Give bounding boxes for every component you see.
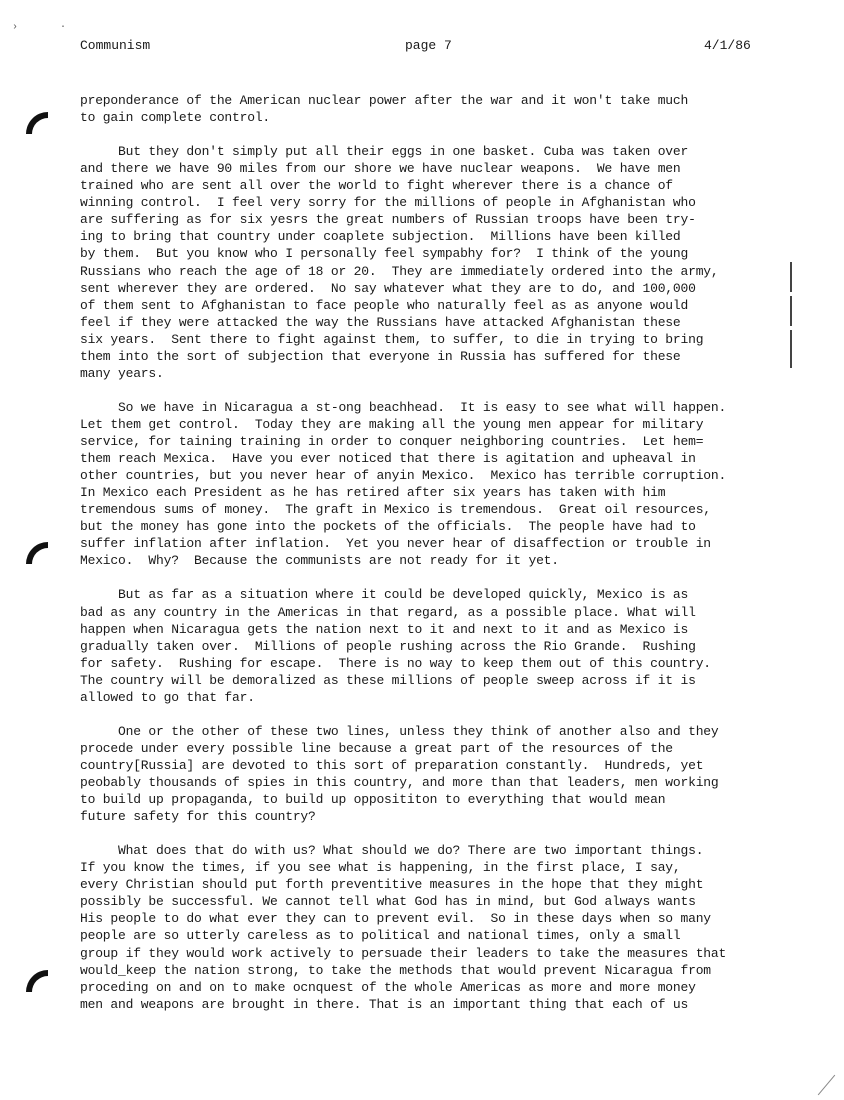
text-line: for safety. Rushing for escape. There is no way to keep them out of this country. — [80, 655, 711, 671]
margin-bar-mark — [790, 296, 792, 326]
text-line: So we have in Nicaragua a st-ong beachhead. It is easy to see what will happen. — [80, 399, 727, 415]
text-line: bad as any country in the Americas in that regard, as a possible place. What will — [80, 604, 696, 620]
text-line: gradually taken over. Millions of people rushing across the Rio Grande. Rushing — [80, 638, 696, 654]
text-line: Russians who reach the age of 18 or 20. They are immediately ordered into the army, — [80, 263, 719, 279]
text-line: but the money has gone into the pockets of the officials. The people have had to — [80, 519, 696, 535]
text-line: Mexico. Why? Because the communists are not ready for it yet. — [80, 553, 559, 569]
text-line: by them. But you know who I personally feel sympabhy for? I think of the young — [80, 246, 689, 262]
text-line: But they don't simply put all their eggs in one basket. Cuba was taken over — [80, 144, 689, 160]
text-line: them reach Mexica. Have you ever noticed that there is agitation and upheaval in — [80, 451, 696, 467]
text-line: preponderance of the American nuclear power after the war and it won't take much — [80, 93, 689, 108]
text-line: allowed to go that far. — [80, 689, 255, 705]
scan-speck-mark: · — [60, 22, 67, 33]
punch-hole-mark — [26, 542, 48, 564]
scan-stroke-mark — [818, 1075, 835, 1096]
text-line: ing to bring that country under coaplete subjection. Millions have been killed — [80, 229, 681, 245]
text-line: In Mexico each President as he has retired after six years has taken with him — [80, 485, 666, 501]
text-line: of them sent to Afghanistan to face people who naturally feel as as anyone would — [80, 297, 689, 313]
punch-hole-mark — [26, 970, 48, 992]
text-line: would_keep the nation strong, to take the methods that would prevent Nicaragua from — [80, 962, 711, 978]
header-page-number: page 7 — [405, 38, 452, 53]
text-line: The country will be demoralized as these millions of people sweep across if it is — [80, 672, 696, 688]
text-line: are suffering as for six yesrs the great numbers of Russian troops have been try- — [80, 212, 696, 228]
text-line: every Christian should put forth preventitive measures in the hope that they might — [80, 877, 704, 893]
scan-speck-mark: › — [12, 22, 19, 33]
text-line: If you know the times, if you see what is happening, in the first place, I say, — [80, 860, 681, 876]
punch-hole-mark — [26, 112, 48, 134]
margin-bar-mark — [790, 330, 792, 368]
text-line: His people to do what ever they can to prevent evil. So in these days when so many — [80, 911, 711, 927]
text-line: One or the other of these two lines, unless they think of another also and they — [80, 723, 719, 739]
text-line: possibly be successful. We cannot tell what God has in mind, but God always wants — [80, 894, 696, 910]
text-line: procede under every possible line because a great part of the resources of the — [80, 740, 673, 756]
text-line: to build up propaganda, to build up opposititon to everything that would mean — [80, 792, 666, 808]
text-line: sent wherever they are ordered. No say whatever what they are to do, and 100,000 — [80, 280, 696, 296]
text-line: country[Russia] are devoted to this sort of preparation constantly. Hundreds, yet — [80, 757, 704, 773]
text-line: other countries, but you never hear of anyin Mexico. Mexico has terrible corruption. — [80, 468, 727, 484]
header-title: Communism — [80, 38, 151, 53]
header-date: 4/1/86 — [704, 38, 751, 53]
text-line: group if they would work actively to persuade their leaders to take the measures that — [80, 945, 727, 961]
text-line: future safety for this country? — [80, 809, 316, 825]
text-line: to gain complete control. — [80, 110, 271, 126]
margin-bar-mark — [790, 262, 792, 292]
text-line: suffer inflation after inflation. Yet you never hear of disaffection or trouble in — [80, 536, 711, 552]
text-line: and there we have 90 miles from our shore we have nuclear weapons. We have men — [80, 161, 681, 177]
text-line: men and weapons are brought in there. That is an important thing that each of us — [80, 996, 689, 1012]
text-line: Let them get control. Today they are making all the young men appear for military — [80, 416, 704, 432]
text-line: people are so utterly careless as to political and national times, only a small — [80, 928, 681, 944]
text-line: feel if they were attacked the way the Russians have attacked Afghanistan these — [80, 314, 681, 330]
text-line: six years. Sent there to fight against them, to suffer, to die in trying to bring — [80, 331, 704, 347]
text-line: service, for taining training in order to conquer neighboring countries. Let hem= — [80, 434, 704, 449]
text-line: tremendous sums of money. The graft in Mexico is tremendous. Great oil resources, — [80, 502, 711, 518]
text-line: winning control. I feel very sorry for the millions of people in Afghanistan who — [80, 195, 696, 211]
text-line: proceding on and on to make ocnquest of the whole Americas as more and more money — [80, 979, 696, 995]
text-line: happen when Nicaragua gets the nation next to it and next to it and as Mexico is — [80, 621, 689, 637]
text-line: But as far as a situation where it could be developed quickly, Mexico is as — [80, 587, 689, 603]
text-line: them into the sort of subjection that everyone in Russia has suffered for these — [80, 348, 681, 364]
text-line: What does that do with us? What should we do? There are two important things. — [80, 843, 704, 859]
text-line: peobably thousands of spies in this country, and more than that leaders, men working — [80, 775, 719, 790]
text-line: many years. — [80, 365, 164, 381]
text-line: trained who are sent all over the world to fight wherever there is a chance of — [80, 178, 673, 194]
